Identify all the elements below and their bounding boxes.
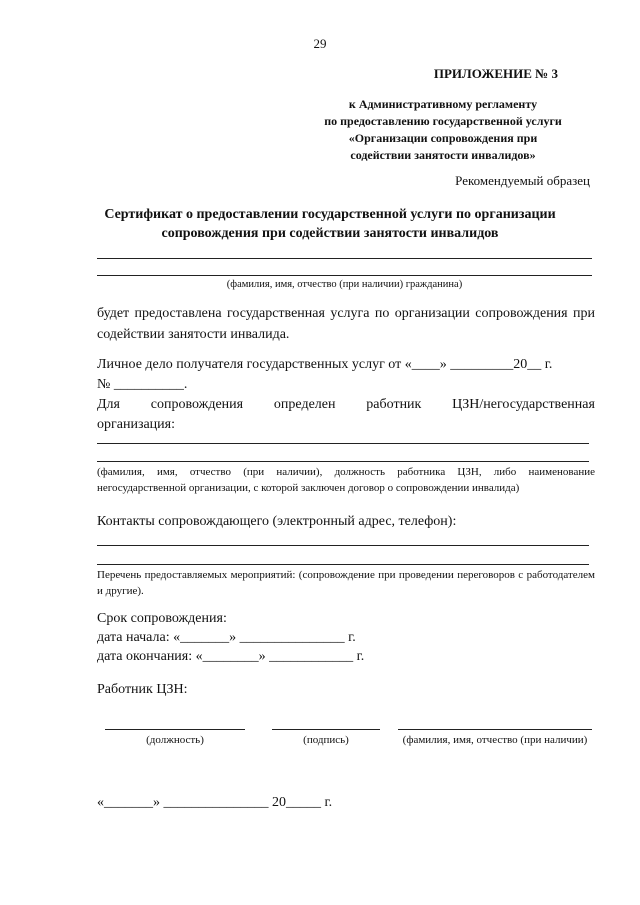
recipient-caption: (фамилия, имя, отчество (при наличии) гражданина) (226, 279, 463, 290)
worker-caption: (фамилия, имя, отчество (при наличии), должность работника ЦЗН, либо наименование негосударственной организации, с которой заключен договор о сопровождении инвалида) (97, 466, 595, 494)
annex-ref-line: к Административному регламенту (348, 97, 538, 111)
name-caption: (фамилия, имя, отчество (при наличии) (402, 734, 588, 746)
personal-file-number: № __________. (97, 377, 188, 392)
signature-line[interactable] (272, 729, 380, 730)
personal-file-line: Личное дело получателя государственных услуг от «____» _________20__ г. (97, 357, 553, 372)
position-caption: (должность) (146, 734, 204, 746)
annex-reference (300, 96, 586, 164)
recommended-sample-label: Рекомендуемый образец (455, 173, 590, 188)
contacts-line-2[interactable] (97, 564, 589, 565)
annex-ref-line: «Организации сопровождения при (348, 131, 538, 145)
annex-ref-line: по предоставлению государственной услуги (324, 114, 562, 128)
recipient-line-1[interactable] (97, 258, 592, 259)
start-date-line: дата начала: «_______» _______________ г. (97, 630, 356, 645)
annex-title: ПРИЛОЖЕНИЕ № 3 (433, 66, 558, 81)
contacts-label: Контакты сопровождающего (электронный адрес, телефон): (97, 514, 457, 529)
assignment-word: сопровождения (150, 397, 244, 412)
assignment-word: Для (97, 397, 120, 412)
position-line[interactable] (105, 729, 245, 730)
organization-label: организация: (97, 417, 175, 432)
assignment-word: определен (273, 397, 336, 412)
assignment-word: работник (366, 397, 422, 412)
assignment-line (97, 397, 595, 413)
certificate-date-line: «_______» _______________ 20_____ г. (97, 795, 333, 810)
activities-text: Перечень предоставляемых мероприятий: (сопровождение при проведении переговоров с работодателем и другие). (97, 569, 595, 597)
worker-line-1[interactable] (97, 443, 589, 444)
service-text: будет предоставлена государственная услуга по организации сопровождения при содействии занятости инвалида. (97, 306, 595, 342)
page-number: 29 (313, 36, 327, 51)
worker-label: Работник ЦЗН: (97, 682, 188, 697)
contacts-line-1[interactable] (97, 545, 589, 546)
end-date-line: дата окончания: «________» ____________ г. (97, 649, 365, 664)
annex-ref-line: содействии занятости инвалидов» (350, 148, 536, 162)
assignment-word: ЦЗН/негосударственная (452, 397, 595, 412)
recipient-line-2[interactable] (97, 275, 592, 276)
signature-caption: (подпись) (303, 734, 349, 746)
name-line[interactable] (398, 729, 592, 730)
document-title: Сертификат о предоставлении государственной услуги по организации сопровождения при содействии занятости инвалидов (104, 207, 556, 241)
period-label: Срок сопровождения: (97, 611, 227, 626)
worker-line-2[interactable] (97, 461, 589, 462)
